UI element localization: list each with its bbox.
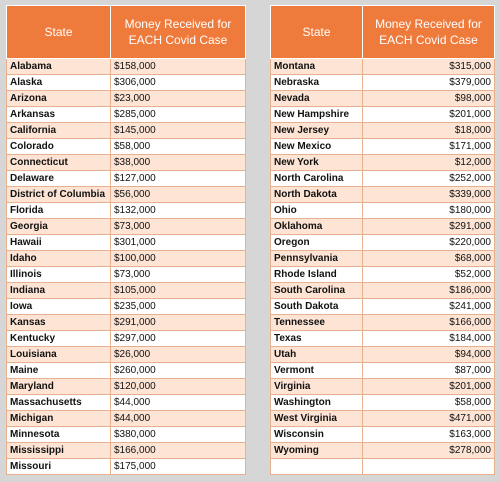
state-cell: Missouri (7, 459, 111, 475)
table-left (6, 5, 246, 475)
money-cell: $58,000 (363, 395, 495, 411)
money-cell: $171,000 (363, 139, 495, 155)
table-row (7, 411, 246, 427)
table-row (7, 299, 246, 315)
state-cell: Delaware (7, 171, 111, 187)
table-row (7, 395, 246, 411)
table-left-body (7, 59, 246, 475)
money-cell: $285,000 (111, 107, 246, 123)
state-cell: Hawaii (7, 235, 111, 251)
table-row (7, 347, 246, 363)
state-cell: Alaska (7, 75, 111, 91)
state-cell: Illinois (7, 267, 111, 283)
state-cell: North Dakota (271, 187, 363, 203)
state-cell: Maine (7, 363, 111, 379)
state-cell: Connecticut (7, 155, 111, 171)
state-cell: Kentucky (7, 331, 111, 347)
money-cell: $38,000 (111, 155, 246, 171)
state-cell: Nevada (271, 91, 363, 107)
table-row (7, 363, 246, 379)
state-cell: Georgia (7, 219, 111, 235)
money-cell: $471,000 (363, 411, 495, 427)
money-cell: $12,000 (363, 155, 495, 171)
money-cell: $158,000 (111, 59, 246, 75)
state-cell: Minnesota (7, 427, 111, 443)
money-cell: $241,000 (363, 299, 495, 315)
table-row (271, 123, 495, 139)
table-row (271, 75, 495, 91)
money-cell: $166,000 (363, 315, 495, 331)
money-cell: $18,000 (363, 123, 495, 139)
table-row (271, 459, 495, 475)
money-cell: $278,000 (363, 443, 495, 459)
state-cell: Ohio (271, 203, 363, 219)
table-row (271, 411, 495, 427)
state-cell: Louisiana (7, 347, 111, 363)
state-cell: Arkansas (7, 107, 111, 123)
money-cell: $68,000 (363, 251, 495, 267)
table-row (7, 107, 246, 123)
state-cell: Oregon (271, 235, 363, 251)
money-cell: $100,000 (111, 251, 246, 267)
state-cell: Wisconsin (271, 427, 363, 443)
table-row (7, 459, 246, 475)
state-cell: Oklahoma (271, 219, 363, 235)
money-cell: $73,000 (111, 267, 246, 283)
table-row (271, 107, 495, 123)
table-row (7, 187, 246, 203)
table-row (271, 155, 495, 171)
state-cell: Michigan (7, 411, 111, 427)
state-cell: Iowa (7, 299, 111, 315)
state-cell: Massachusetts (7, 395, 111, 411)
money-cell: $220,000 (363, 235, 495, 251)
money-cell: $339,000 (363, 187, 495, 203)
money-cell: $56,000 (111, 187, 246, 203)
state-cell (271, 459, 363, 475)
table-row (271, 427, 495, 443)
state-cell: District of Columbia (7, 187, 111, 203)
money-cell: $186,000 (363, 283, 495, 299)
header-row (271, 6, 495, 59)
money-cell: $23,000 (111, 91, 246, 107)
money-cell: $44,000 (111, 395, 246, 411)
state-cell: Mississippi (7, 443, 111, 459)
money-cell: $180,000 (363, 203, 495, 219)
money-cell: $44,000 (111, 411, 246, 427)
table-row (7, 75, 246, 91)
table-row (7, 219, 246, 235)
table-row (7, 123, 246, 139)
state-cell: Nebraska (271, 75, 363, 91)
money-cell: $105,000 (111, 283, 246, 299)
money-cell: $291,000 (111, 315, 246, 331)
table-row (7, 331, 246, 347)
table-right (270, 5, 495, 475)
table-row (7, 267, 246, 283)
table-row (271, 59, 495, 75)
state-cell: Virginia (271, 379, 363, 395)
table-row (7, 203, 246, 219)
money-cell: $73,000 (111, 219, 246, 235)
state-cell: Washington (271, 395, 363, 411)
table-row (271, 347, 495, 363)
money-cell: $87,000 (363, 363, 495, 379)
money-cell: $315,000 (363, 59, 495, 75)
table-row (271, 251, 495, 267)
money-cell: $58,000 (111, 139, 246, 155)
money-cell (363, 459, 495, 475)
table-row (7, 139, 246, 155)
money-cell: $252,000 (363, 171, 495, 187)
money-column-header: Money Received for EACH Covid Case (111, 6, 246, 59)
table-row (271, 315, 495, 331)
state-cell: Rhode Island (271, 267, 363, 283)
state-cell: North Carolina (271, 171, 363, 187)
money-cell: $127,000 (111, 171, 246, 187)
table-row (271, 91, 495, 107)
table-row (7, 379, 246, 395)
table-row (7, 283, 246, 299)
state-cell: New Jersey (271, 123, 363, 139)
table-row (7, 427, 246, 443)
table-row (271, 235, 495, 251)
state-cell: Utah (271, 347, 363, 363)
money-cell: $98,000 (363, 91, 495, 107)
state-cell: New Hampshire (271, 107, 363, 123)
state-cell: Florida (7, 203, 111, 219)
table-row (7, 235, 246, 251)
state-cell: California (7, 123, 111, 139)
table-row (271, 331, 495, 347)
state-cell: Colorado (7, 139, 111, 155)
state-cell: Texas (271, 331, 363, 347)
state-cell: Maryland (7, 379, 111, 395)
table-row (271, 219, 495, 235)
state-cell: Idaho (7, 251, 111, 267)
table-row (7, 171, 246, 187)
table-row (271, 187, 495, 203)
state-column-header: State (7, 6, 111, 59)
money-cell: $52,000 (363, 267, 495, 283)
state-cell: South Carolina (271, 283, 363, 299)
money-cell: $94,000 (363, 347, 495, 363)
header-row (7, 6, 246, 59)
table-row (7, 251, 246, 267)
table-row (7, 443, 246, 459)
money-cell: $306,000 (111, 75, 246, 91)
money-cell: $184,000 (363, 331, 495, 347)
money-cell: $291,000 (363, 219, 495, 235)
state-cell: Vermont (271, 363, 363, 379)
table-row (271, 139, 495, 155)
state-cell: Montana (271, 59, 363, 75)
table-row (271, 443, 495, 459)
state-cell: Wyoming (271, 443, 363, 459)
money-cell: $297,000 (111, 331, 246, 347)
state-cell: Indiana (7, 283, 111, 299)
money-cell: $120,000 (111, 379, 246, 395)
table-row (271, 267, 495, 283)
table-row (271, 395, 495, 411)
money-column-header: Money Received for EACH Covid Case (363, 6, 495, 59)
state-cell: Arizona (7, 91, 111, 107)
state-cell: Pennsylvania (271, 251, 363, 267)
table-row (271, 203, 495, 219)
money-cell: $379,000 (363, 75, 495, 91)
state-cell: Kansas (7, 315, 111, 331)
money-cell: $26,000 (111, 347, 246, 363)
money-cell: $163,000 (363, 427, 495, 443)
money-cell: $145,000 (111, 123, 246, 139)
state-cell: New Mexico (271, 139, 363, 155)
state-cell: West Virginia (271, 411, 363, 427)
state-column-header: State (271, 6, 363, 59)
state-cell: South Dakota (271, 299, 363, 315)
table-row (7, 155, 246, 171)
money-cell: $380,000 (111, 427, 246, 443)
money-cell: $166,000 (111, 443, 246, 459)
money-cell: $235,000 (111, 299, 246, 315)
state-cell: Alabama (7, 59, 111, 75)
money-cell: $201,000 (363, 107, 495, 123)
money-cell: $201,000 (363, 379, 495, 395)
state-cell: New York (271, 155, 363, 171)
table-row (7, 91, 246, 107)
table-right-body (271, 59, 495, 475)
money-cell: $301,000 (111, 235, 246, 251)
table-row (271, 299, 495, 315)
table-row (271, 171, 495, 187)
money-cell: $260,000 (111, 363, 246, 379)
table-row (7, 59, 246, 75)
money-cell: $175,000 (111, 459, 246, 475)
table-row (271, 379, 495, 395)
state-cell: Tennessee (271, 315, 363, 331)
table-row (271, 363, 495, 379)
table-row (271, 283, 495, 299)
table-row (7, 315, 246, 331)
money-cell: $132,000 (111, 203, 246, 219)
